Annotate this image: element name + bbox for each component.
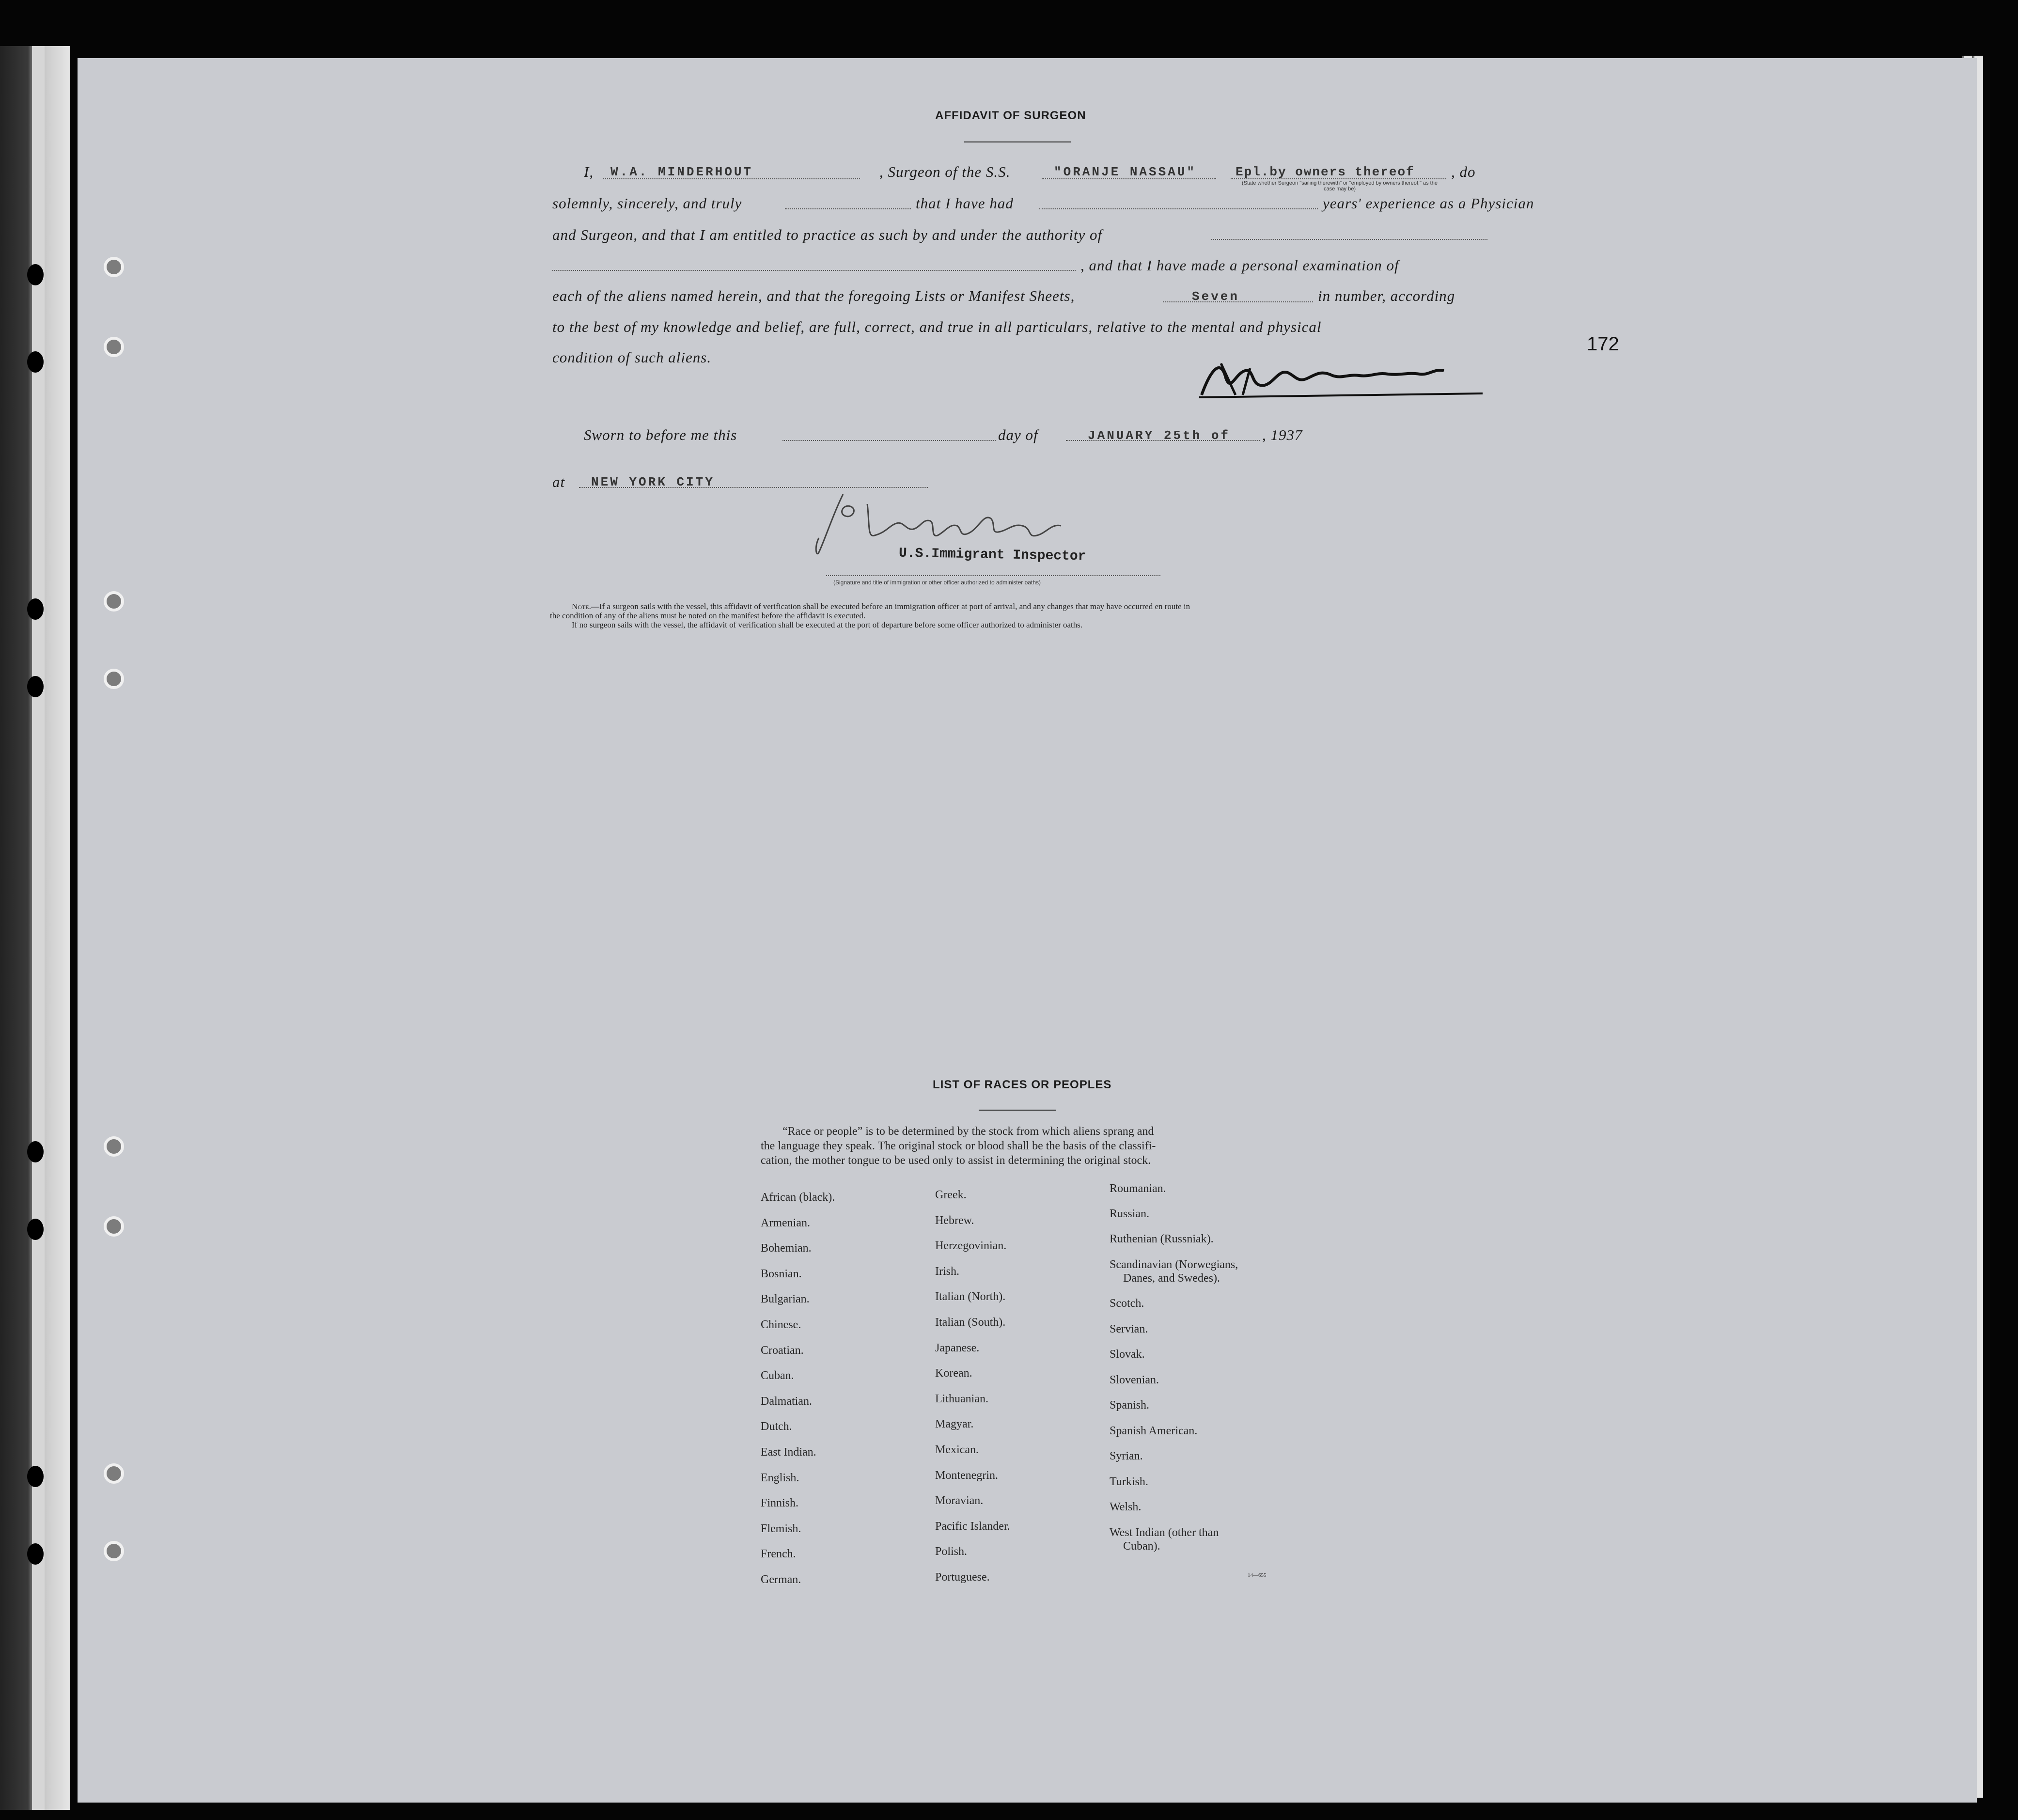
employment-note: (State whether Surgeon "sailing therewith" or "employed by owners thereof," as the case may be) [1242, 180, 1438, 192]
line1-prefix: I, [584, 163, 594, 180]
note-line2: the condition of any of the aliens must be noted on the manifest before the affidavit is executed. [550, 611, 866, 620]
signature-line [826, 575, 1160, 576]
surgeon-signature [1192, 349, 1492, 402]
race-item: Portuguese. [935, 1570, 990, 1584]
race-item: Danes, and Swedes). [1123, 1272, 1220, 1285]
sworn-year: , 1937 [1262, 426, 1303, 443]
binding-hole [27, 1543, 44, 1565]
line5-a: each of the aliens named herein, and that the foregoing Lists or Manifest Sheets, [552, 287, 1075, 304]
line1-suffix: , do [1451, 163, 1476, 180]
sworn-date: JANUARY 25th of [1088, 428, 1231, 443]
dotted-line [1163, 301, 1313, 302]
title-rule [964, 141, 1071, 142]
races-title-rule [979, 1110, 1056, 1111]
line2-a: solemnly, sincerely, and truly [552, 195, 742, 212]
race-item: Polish. [935, 1545, 968, 1558]
sworn-b: day of [998, 426, 1038, 443]
dotted-line [1066, 440, 1260, 441]
race-item: Bulgarian. [761, 1293, 810, 1306]
place-label: at [552, 473, 565, 490]
binder-hole [104, 1463, 124, 1484]
dotted-line [1042, 178, 1216, 179]
race-item: Dutch. [761, 1420, 792, 1433]
race-item: Herzegovinian. [935, 1239, 1007, 1253]
race-item: Roumanian. [1110, 1182, 1166, 1195]
binding-hole [27, 1141, 44, 1162]
race-item: East Indian. [761, 1445, 816, 1459]
dotted-line [1211, 239, 1487, 240]
race-item: Italian (North). [935, 1290, 1006, 1303]
races-intro-line1: “Race or people” is to be determined by the stock from which aliens sprang and [782, 1125, 1154, 1138]
line1-mid: , Surgeon of the S.S. [879, 163, 1011, 180]
race-item: Mexican. [935, 1443, 979, 1456]
binding-hole [27, 598, 44, 620]
race-item: Croatian. [761, 1344, 804, 1357]
line7: condition of such aliens. [552, 349, 712, 366]
race-item: Scandinavian (Norwegians, [1110, 1258, 1238, 1271]
document-page [78, 58, 1977, 1803]
binder-hole [104, 669, 124, 689]
race-item: French. [761, 1548, 796, 1561]
binder-hole [104, 1136, 124, 1157]
dotted-line [785, 208, 911, 209]
race-item: Hebrew. [935, 1214, 974, 1227]
employment-status: Epl.by owners thereof [1236, 165, 1415, 179]
surgeon-name: W.A. MINDERHOUT [610, 165, 753, 179]
race-item: Chinese. [761, 1318, 801, 1331]
race-item: Scotch. [1110, 1297, 1144, 1310]
form-code: 14—655 [1248, 1572, 1267, 1578]
dotted-line [1039, 208, 1318, 209]
race-item: Flemish. [761, 1522, 801, 1535]
race-item: Japanese. [935, 1341, 980, 1354]
binding-hole [27, 676, 44, 697]
inspector-title: U.S.Immigrant Inspector [898, 546, 1086, 565]
binding-hole [27, 1466, 44, 1487]
note-line1: —If a surgeon sails with the vessel, this affidavit of verification shall be executed before an immigration officer at port of arrival, and any changes that may have occurred en route in [591, 602, 1190, 611]
race-item: Cuban). [1123, 1540, 1160, 1553]
line4: , and that I have made a personal examination of [1080, 257, 1399, 274]
race-item: Russian. [1110, 1208, 1150, 1220]
place-value: NEW YORK CITY [591, 475, 715, 489]
dotted-line [552, 270, 1076, 271]
page-number: 172 [1587, 333, 1619, 355]
note-block [550, 602, 1190, 629]
race-item: Spanish American. [1110, 1425, 1198, 1437]
sworn-a: Sworn to before me this [584, 426, 737, 443]
dotted-line [603, 178, 860, 179]
binder-hole [104, 591, 124, 612]
races-intro-line3: cation, the mother tongue to be used only to assist in determining the original stock. [761, 1154, 1151, 1167]
races-column-1 [761, 1185, 835, 1593]
race-item: Syrian. [1110, 1450, 1143, 1462]
dotted-line [1231, 178, 1446, 179]
race-item: Turkish. [1110, 1475, 1148, 1488]
race-item: English. [761, 1471, 799, 1484]
race-item: Bohemian. [761, 1242, 812, 1255]
race-item: Dalmatian. [761, 1395, 812, 1408]
race-item: Pacific Islander. [935, 1520, 1010, 1533]
race-item: Cuban. [761, 1369, 794, 1382]
race-item: Ruthenian (Russniak). [1110, 1233, 1214, 1245]
binder-hole [104, 1541, 124, 1561]
race-item: Moravian. [935, 1494, 984, 1507]
race-item: Slovenian. [1110, 1374, 1159, 1386]
races-column-3 [1110, 1182, 1238, 1553]
line2-c: years' experience as a Physician [1323, 195, 1534, 212]
race-item: Magyar. [935, 1418, 974, 1431]
race-item: Montenegrin. [935, 1469, 998, 1482]
race-item: Finnish. [761, 1497, 799, 1510]
race-item: German. [761, 1573, 801, 1586]
line3: and Surgeon, and that I am entitled to practice as such by and under the authority of [552, 226, 1103, 243]
dotted-line [782, 440, 996, 441]
race-item: Greek. [935, 1189, 967, 1201]
line2-b: that I have had [916, 195, 1014, 212]
inspector-caption: (Signature and title of immigration or other officer authorized to administer oaths) [833, 579, 1041, 586]
races-intro-line2: the language they speak. The original stock or blood shall be the basis of the classifi- [761, 1140, 1156, 1152]
note-label: Note. [572, 602, 591, 611]
note-line3: If no surgeon sails with the vessel, the affidavit of verification shall be executed at the port of departure before some officer authorized to administer oaths. [572, 620, 1083, 629]
sheet-count: Seven [1192, 289, 1240, 304]
races-column-2 [935, 1182, 1010, 1590]
binder-hole [104, 1216, 124, 1237]
line6: to the best of my knowledge and belief, are full, correct, and true in all particulars, relative to the mental and physical [552, 318, 1322, 335]
race-item: Spanish. [1110, 1399, 1150, 1412]
race-item: Irish. [935, 1265, 959, 1278]
binder-hole [104, 257, 124, 277]
race-item: Armenian. [761, 1216, 810, 1229]
races-title: LIST OF RACES OR PEOPLES [933, 1078, 1112, 1091]
race-item: Bosnian. [761, 1267, 802, 1280]
binder-hole [104, 337, 124, 357]
line5-b: in number, according [1318, 287, 1455, 304]
race-item: Italian (South). [935, 1316, 1006, 1329]
binding-hole [27, 264, 44, 285]
vessel-name: "ORANJE NASSAU" [1054, 165, 1197, 179]
race-item: Servian. [1110, 1323, 1148, 1335]
affidavit-title: AFFIDAVIT OF SURGEON [935, 109, 1086, 122]
race-item: Korean. [935, 1367, 972, 1380]
race-item: Slovak. [1110, 1348, 1145, 1361]
binding-hole [27, 1219, 44, 1240]
race-item: West Indian (other than [1110, 1526, 1219, 1539]
race-item: African (black). [761, 1191, 835, 1204]
race-item: Welsh. [1110, 1501, 1142, 1513]
races-intro [761, 1124, 1156, 1168]
race-item: Lithuanian. [935, 1392, 988, 1405]
binding-hole [27, 351, 44, 373]
